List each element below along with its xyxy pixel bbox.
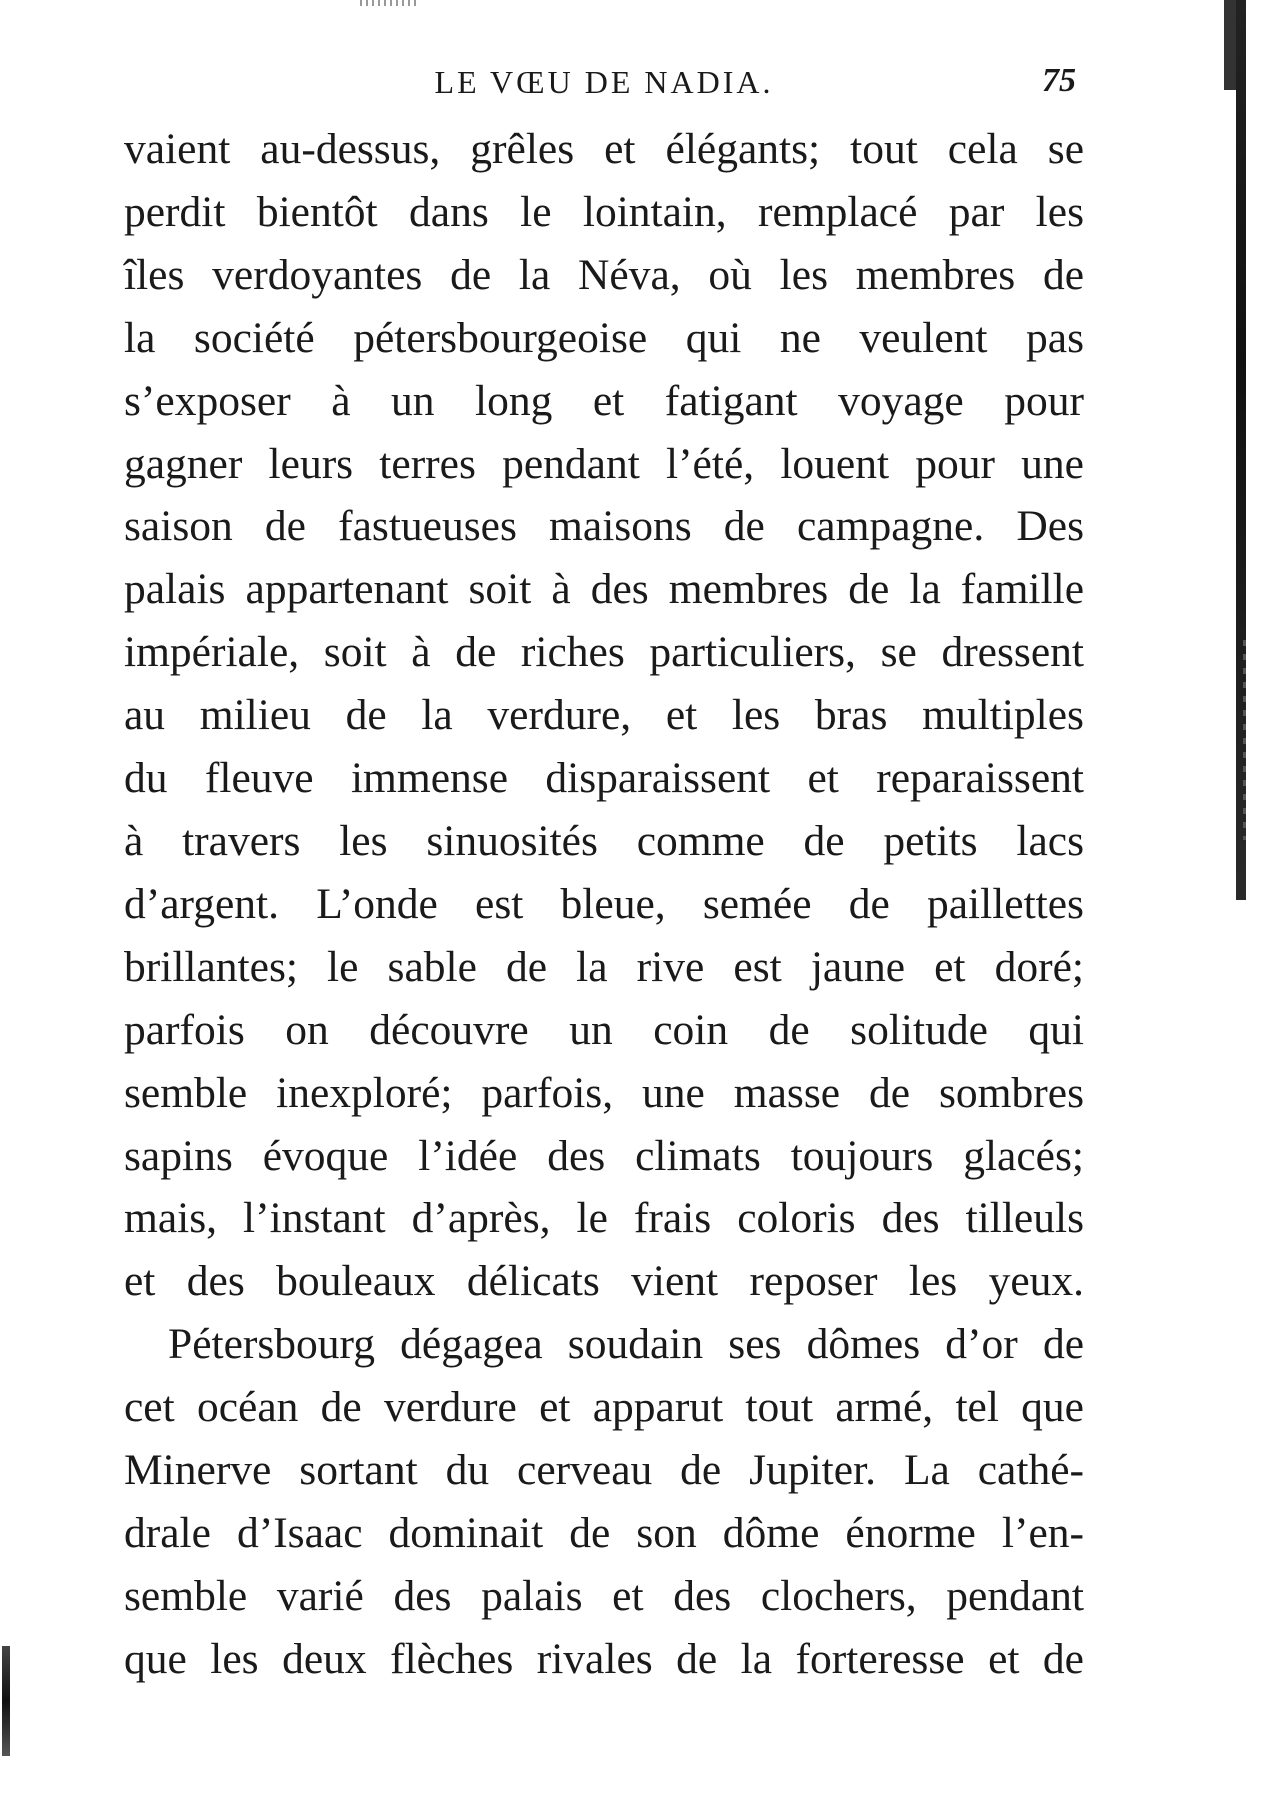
text-line: semble varié des palais et des clochers, pendant — [124, 1571, 1084, 1620]
text-line: mais, l’instant d’après, le frais coloris des tilleuls — [124, 1194, 1084, 1243]
text-line: saison de fastueuses maisons de campagne. Des — [124, 502, 1084, 551]
text-line: drale d’Isaac dominait de son dôme énorme l’en- — [124, 1508, 1084, 1557]
text-line: que les deux flèches rivales de la forteresse et de — [124, 1634, 1084, 1683]
scan-edge-mark — [2, 1646, 10, 1756]
text-line: du fleuve immense disparaissent et reparaissent — [124, 754, 1084, 803]
text-line: parfois on découvre un coin de solitude qui — [124, 1005, 1084, 1054]
text-line: s’exposer à un long et fatigant voyage pour — [124, 376, 1084, 425]
text-line: et des bouleaux délicats vient reposer les yeux. — [124, 1257, 1084, 1306]
page-number: 75 — [1042, 62, 1076, 99]
scan-smudge — [360, 0, 420, 6]
text-line: sapins évoque l’idée des climats toujours glacés; — [124, 1131, 1084, 1180]
text-line: brillantes; le sable de la rive est jaune et doré; — [124, 942, 1084, 991]
text-line: vaient au-dessus, grêles et élégants; tout cela se — [124, 125, 1084, 173]
running-head-title: LE VŒU DE NADIA. — [434, 64, 774, 100]
text-line: gagner leurs terres pendant l’été, louent pour une — [124, 439, 1084, 488]
scan-edge-dots — [1243, 640, 1246, 840]
text-line: à travers les sinuosités comme de petits lacs — [124, 816, 1084, 865]
text-line: semble inexploré; parfois, une masse de sombres — [124, 1068, 1084, 1117]
text-line: au milieu de la verdure, et les bras multiples — [124, 691, 1084, 740]
text-line: d’argent. L’onde est bleue, semée de paillettes — [124, 879, 1084, 928]
text-line: palais appartenant soit à des membres de la famille — [124, 565, 1084, 614]
text-line: Minerve sortant du cerveau de Jupiter. La cathé- — [124, 1446, 1084, 1495]
text-line: impériale, soit à de riches particuliers, se dressent — [124, 628, 1084, 677]
text-line: cet océan de verdure et apparut tout armé, tel que — [124, 1383, 1084, 1432]
running-head — [124, 56, 1084, 106]
text-line: la société pétersbourgeoise qui ne veulent pas — [124, 313, 1084, 362]
text-line: îles verdoyantes de la Néva, où les membres de — [124, 250, 1084, 299]
body-text — [124, 118, 1084, 1691]
text-line: perdit bientôt dans le lointain, remplacé par les — [124, 187, 1084, 236]
paragraph-start-line: Pétersbourg dégagea soudain ses dômes d’or de — [168, 1320, 1084, 1369]
